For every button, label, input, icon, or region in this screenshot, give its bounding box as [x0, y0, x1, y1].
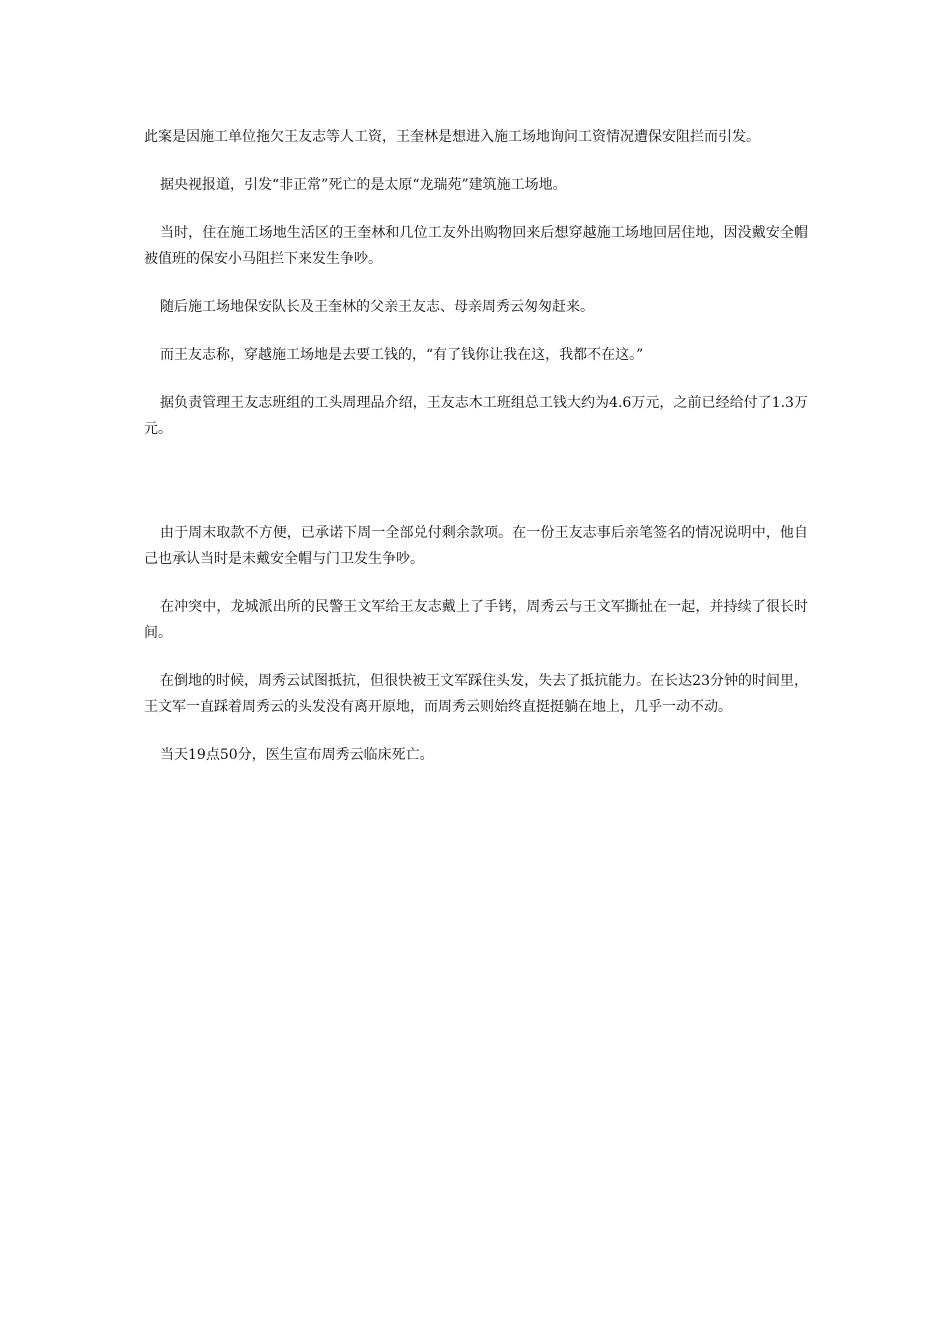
section-gap: [144, 464, 808, 520]
paragraph-6: 据负责管理王友志班组的工头周理品介绍，王友志木工班组总工钱大约为4.6万元，之前已经给付了1.3万元。: [144, 395, 808, 437]
document-body: [144, 124, 808, 790]
paragraph-2: 据央视报道，引发“非正常”死亡的是太原“龙瑞苑”建筑施工场地。: [160, 177, 567, 193]
paragraph-4: 随后施工场地保安队长及王奎林的父亲王友志、母亲周秀云匆匆赶来。: [160, 299, 594, 315]
paragraph-5: 而王友志称，穿越施工场地是去要工钱的，“有了钱你让我在这，我都不在这。”: [160, 347, 644, 363]
paragraph-10: 当天19点50分，医生宣布周秀云临床死亡。: [160, 747, 434, 763]
paragraph-9: 在倒地的时候，周秀云试图抵抗，但很快被王文军踩住头发，失去了抵抗能力。在长达23分钟的时间里，王文军一直踩着周秀云的头发没有离开原地，而周秀云则始终直挺挺躺在地上，几乎一动不动。: [144, 673, 808, 715]
paragraph-7: 由于周末取款不方便，已承诺下周一全部兑付剩余款项。在一份王友志事后亲笔签名的情况说明中，他自己也承认当时是未戴安全帽与门卫发生争吵。: [144, 525, 808, 567]
paragraph-1: 此案是因施工单位拖欠王友志等人工资，王奎林是想进入施工场地询问工资情况遭保安阻拦而引发。: [144, 129, 760, 145]
paragraph-3: 当时，住在施工场地生活区的王奎林和几位工友外出购物回来后想穿越施工场地回居住地，因没戴安全帽被值班的保安小马阻拦下来发生争吵。: [144, 225, 808, 267]
paragraph-8: 在冲突中，龙城派出所的民警王文军给王友志戴上了手铐，周秀云与王文军撕扯在一起，并持续了很长时间。: [144, 599, 808, 641]
